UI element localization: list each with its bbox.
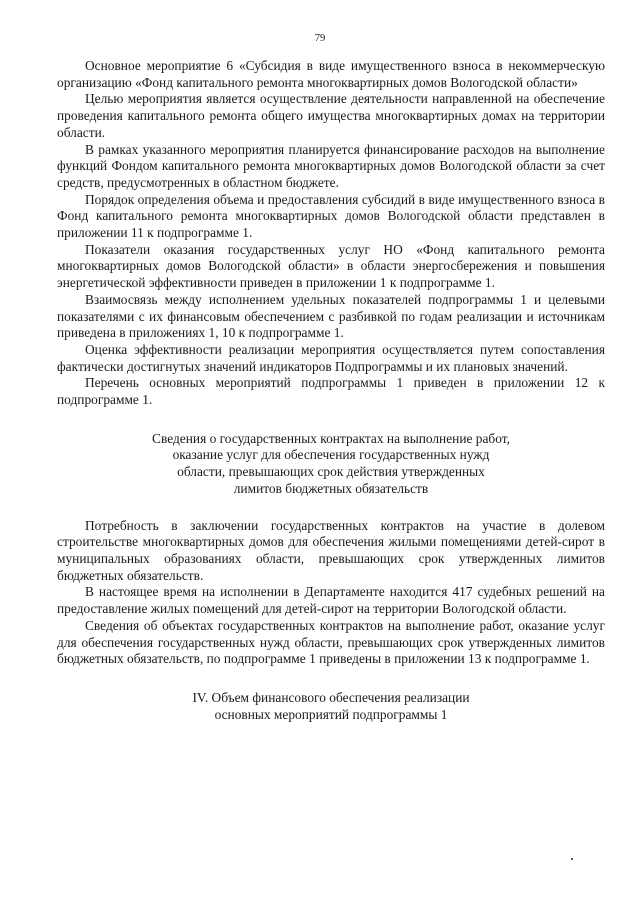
heading-line: области, превышающих срок действия утвержденных bbox=[177, 464, 485, 480]
heading-line: основных мероприятий подпрограммы 1 bbox=[214, 706, 448, 722]
paragraph: Взаимосвязь между исполнением удельных показателей подпрограммы 1 и целевыми показателями с их финансовым обеспечением с разбивкой по годам реализации и источникам приведена в приложениях 1, 10 к подпрограмме 1. bbox=[57, 291, 605, 341]
paragraph: Перечень основных мероприятий подпрограммы 1 приведен в приложении 12 к подпрограмме 1. bbox=[57, 375, 605, 408]
heading-line: оказание услуг для обеспечения государственных нужд bbox=[172, 447, 490, 463]
section-heading-financing bbox=[57, 690, 605, 723]
paragraph: Основное мероприятие 6 «Субсидия в виде имущественного взноса в некоммерческую организацию «Фонд капитального ремонта многоквартирных домов Вологодской области» bbox=[57, 58, 605, 90]
section-heading-contracts bbox=[57, 431, 605, 498]
paragraph: Потребность в заключении государственных контрактов на участие в долевом строительстве многоквартирных домов для обеспечения жилыми помещениями детей-сирот в муниципальных образованиях области, превышающих срок утвержденных лимитов бюджетных обязательств. bbox=[57, 517, 605, 583]
paragraph: Показатели оказания государственных услуг НО «Фонд капитального ремонта многоквартирных домов Вологодской области» в области энергосбережения и повышения энергетической эффективности приведен в приложении 1 к подпрограмме 1. bbox=[57, 241, 605, 291]
page-number: 79 bbox=[314, 33, 326, 44]
paragraph: Сведения об объектах государственных контрактов на выполнение работ, оказание услуг для обеспечения государственных нужд области, превышающих срок утвержденных лимитов бюджетных обязательств, по подпрограмме 1 приведены в приложении 13 к подпрограмме 1. bbox=[57, 617, 605, 667]
scan-speck bbox=[571, 858, 573, 860]
heading-line: IV. Объем финансового обеспечения реализации bbox=[192, 689, 470, 705]
paragraph: Целью мероприятия является осуществление деятельности направленной на обеспечение проведения капитального ремонта общего имущества многоквартирных домах на территории области. bbox=[57, 91, 605, 140]
document-body bbox=[57, 58, 605, 723]
heading-line: лимитов бюджетных обязательств bbox=[233, 480, 429, 496]
heading-line: Сведения о государственных контрактах на выполнение работ, bbox=[152, 430, 510, 446]
paragraph: Оценка эффективности реализации мероприятия осуществляется путем сопоставления фактически достигнутых значений индикаторов Подпрограммы и их плановых значений. bbox=[57, 341, 605, 374]
paragraph: Порядок определения объема и предоставления субсидий в виде имущественного взноса в Фонд капитального ремонта многоквартирных домов Вологодской области представлен в приложении 11 к подпрограмме 1. bbox=[57, 191, 605, 241]
paragraph: В настоящее время на исполнении в Департаменте находится 417 судебных решений на предоставление жилых помещений для детей-сирот на территории Вологодской области. bbox=[57, 584, 605, 617]
paragraph: В рамках указанного мероприятия планируется финансирование расходов на выполнение функций Фондом капитального ремонта многоквартирных домов Вологодской области за счет средств, предусмотренных в областном бюджете. bbox=[57, 141, 605, 190]
